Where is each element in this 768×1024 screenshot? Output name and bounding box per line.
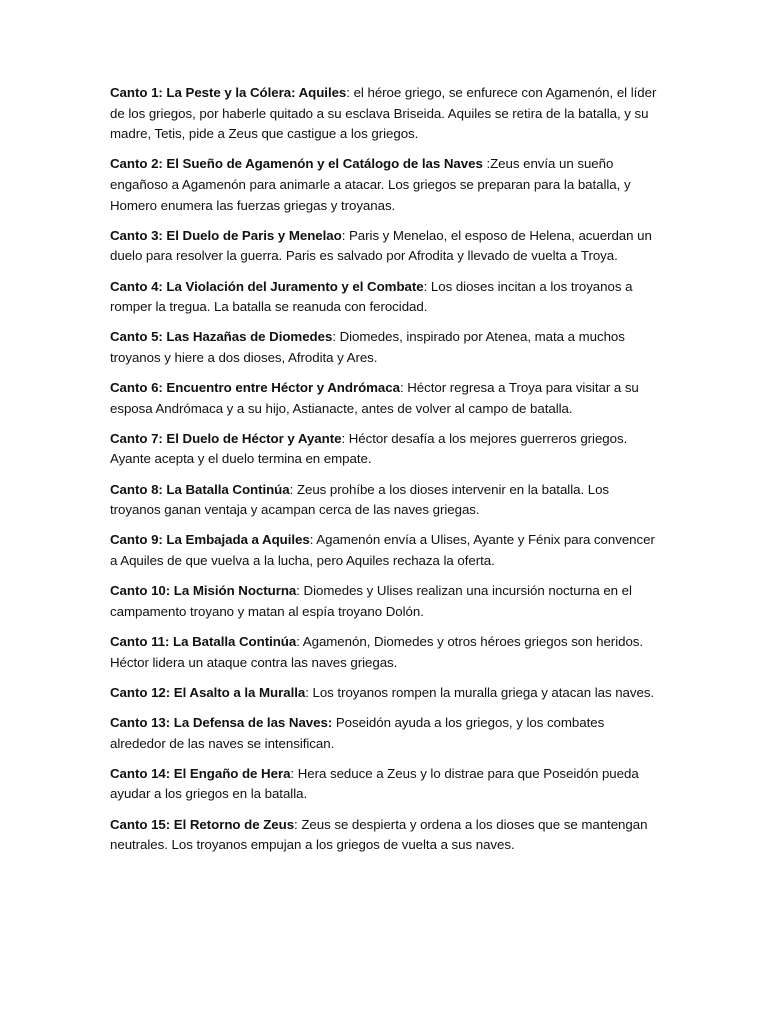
canto-text: : Agamenón, Diomedes y otros héroes griegos son heridos. Héctor lidera un ataque contra las naves griegas. xyxy=(110,634,644,670)
canto-text: : Héctor desafía a los mejores guerreros griegos. Ayante acepta y el duelo termina en empate. xyxy=(110,430,628,467)
canto-paragraph xyxy=(110,277,662,318)
canto-text: :Zeus envía un sueño engañoso a Agamenón para animarle a atacar. Los griegos se preparan para la batalla, y Homero enumera las fuerzas griegas y troyanas. xyxy=(110,156,631,213)
canto-text: : Los troyanos rompen la muralla griega y atacan las naves. xyxy=(305,684,655,700)
canto-title: Canto 7: El Duelo de Héctor y Ayante xyxy=(110,430,342,446)
canto-title: Canto 3: El Duelo de Paris y Menelao xyxy=(110,227,342,243)
canto-paragraph xyxy=(110,226,662,267)
canto-title: Canto 13: La Defensa de las Naves: xyxy=(110,714,333,730)
canto-paragraph xyxy=(110,683,662,704)
canto-paragraph xyxy=(110,632,662,673)
canto-paragraph xyxy=(110,480,662,521)
canto-paragraph xyxy=(110,713,662,754)
canto-title: Canto 6: Encuentro entre Héctor y Andrómaca xyxy=(110,380,400,396)
canto-text: Poseidón ayuda a los griegos, y los combates alrededor de las naves se intensifican. xyxy=(110,714,605,751)
canto-text: : Héctor regresa a Troya para visitar a su esposa Andrómaca y a su hijo, Astianacte, antes de volver al campo de batalla. xyxy=(110,380,639,416)
canto-paragraph xyxy=(110,815,662,856)
canto-text: : Paris y Menelao, el esposo de Helena, acuerdan un duelo para resolver la guerra. Paris es salvado por Afrodita y llevado de vuelta a Troya. xyxy=(110,227,652,264)
canto-paragraph xyxy=(110,429,662,470)
canto-list xyxy=(110,83,662,865)
canto-title: Canto 5: Las Hazañas de Diomedes xyxy=(110,329,333,345)
canto-title: Canto 9: La Embajada a Aquiles xyxy=(110,532,310,548)
canto-text: : Diomedes, inspirado por Atenea, mata a muchos troyanos y hiere a dos dioses, Afrodita y Ares. xyxy=(110,329,625,365)
canto-paragraph xyxy=(110,154,662,216)
canto-title: Canto 4: La Violación del Juramento y el Combate xyxy=(110,278,424,294)
canto-text: : Agamenón envía a Ulises, Ayante y Fénix para convencer a Aquiles de que vuelva a la lucha, pero Aquiles rechaza la oferta. xyxy=(110,532,655,569)
canto-text: : el héroe griego, se enfurece con Agamenón, el líder de los griegos, por haberle quitado a su esclava Briseida. Aquiles se retira de la batalla, y su madre, Tetis, pide a Zeus que castigue a los griegos. xyxy=(110,85,657,142)
canto-title: Canto 8: La Batalla Continúa xyxy=(110,481,290,497)
canto-text: : Los dioses incitan a los troyanos a romper la tregua. La batalla se reanuda con ferocidad. xyxy=(110,278,633,315)
canto-paragraph xyxy=(110,530,662,571)
canto-paragraph xyxy=(110,327,662,368)
canto-paragraph xyxy=(110,378,662,419)
canto-title: Canto 11: La Batalla Continúa xyxy=(110,634,297,649)
canto-title: Canto 15: El Retorno de Zeus xyxy=(110,816,295,832)
canto-title: Canto 10: La Misión Nocturna xyxy=(110,583,297,599)
canto-text: : Zeus se despierta y ordena a los dioses que se mantengan neutrales. Los troyanos empujan a los griegos de vuelta a sus naves. xyxy=(110,816,648,853)
canto-title: Canto 12: El Asalto a la Muralla xyxy=(110,684,306,700)
canto-text: : Diomedes y Ulises realizan una incursión nocturna en el campamento troyano y matan al espía troyano Dolón. xyxy=(110,583,632,619)
canto-title: Canto 2: El Sueño de Agamenón y el Catálogo de las Naves xyxy=(110,156,483,172)
canto-paragraph xyxy=(110,764,662,805)
canto-text: : Hera seduce a Zeus y lo distrae para que Poseidón pueda ayudar a los griegos en la batalla. xyxy=(110,765,639,802)
canto-title: Canto 14: El Engaño de Hera xyxy=(110,765,291,781)
canto-title: Canto 1: La Peste y la Cólera: Aquiles xyxy=(110,85,347,100)
canto-paragraph xyxy=(110,83,662,145)
canto-text: : Zeus prohíbe a los dioses intervenir en la batalla. Los troyanos ganan ventaja y acampan cerca de las naves griegas. xyxy=(110,481,610,518)
canto-paragraph xyxy=(110,581,662,622)
